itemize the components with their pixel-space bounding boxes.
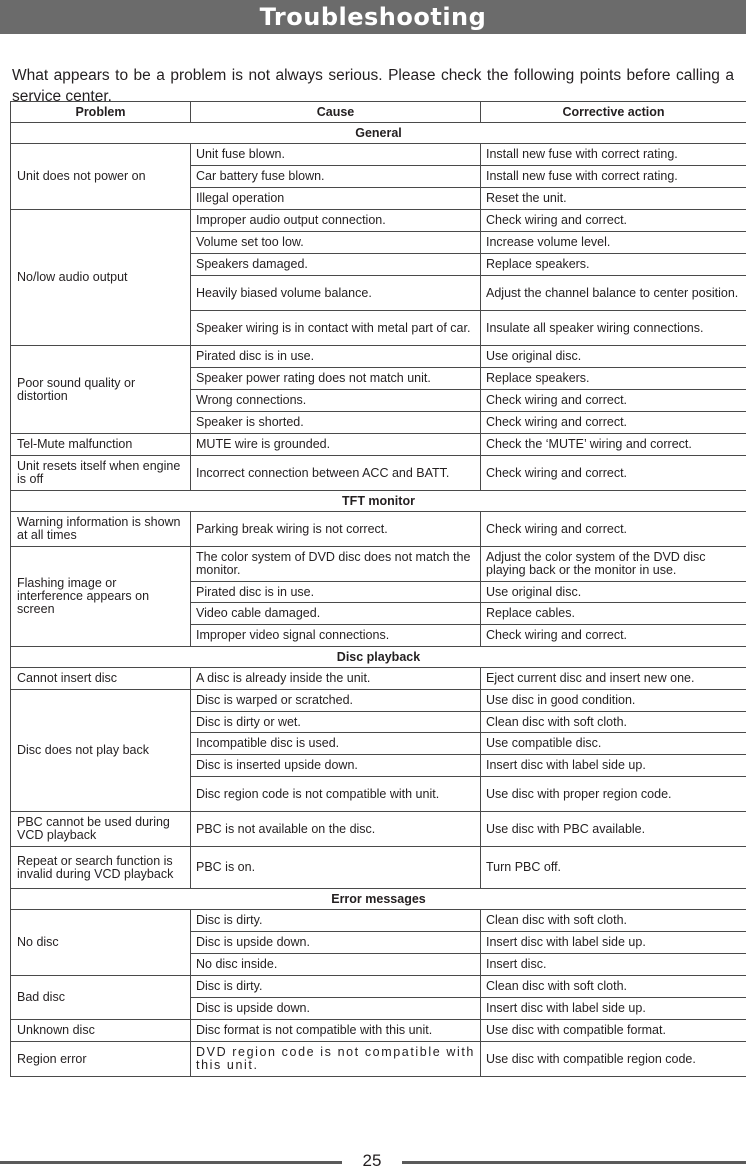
cause-cell: A disc is already inside the unit. <box>191 668 481 690</box>
action-cell: Use disc with compatible region code. <box>481 1042 746 1077</box>
cause-cell: Disc is dirty. <box>191 910 481 932</box>
action-cell: Check wiring and correct. <box>481 210 746 232</box>
table-row <box>11 512 746 547</box>
problem-cell: Warning information is shown at all times <box>11 512 191 547</box>
cause-cell: Disc is dirty. <box>191 976 481 998</box>
problem-cell: Unknown disc <box>11 1020 191 1042</box>
action-cell: Check wiring and correct. <box>481 456 746 491</box>
cause-cell: DVD region code is not compatible with this unit. <box>191 1042 481 1077</box>
cause-cell: Disc is dirty or wet. <box>191 712 481 733</box>
action-cell: Insert disc with label side up. <box>481 998 746 1020</box>
action-cell: Clean disc with soft cloth. <box>481 712 746 733</box>
table-row <box>11 847 746 889</box>
action-cell: Insert disc with label side up. <box>481 932 746 954</box>
intro-paragraph: What appears to be a problem is not always serious. Please check the following points before calling a service center. <box>12 65 734 107</box>
column-header-problem: Problem <box>11 102 191 123</box>
column-header-cause: Cause <box>191 102 481 123</box>
page-number: 25 <box>352 1151 392 1171</box>
problem-cell: Unit does not power on <box>11 144 191 210</box>
section-title-error-messages: Error messages <box>11 889 746 910</box>
action-cell: Clean disc with soft cloth. <box>481 910 746 932</box>
cause-cell: Incorrect connection between ACC and BATT. <box>191 456 481 491</box>
table-row <box>11 434 746 456</box>
action-cell: Use disc with PBC available. <box>481 812 746 847</box>
problem-cell: Repeat or search function is invalid during VCD playback <box>11 847 191 889</box>
action-cell: Eject current disc and insert new one. <box>481 668 746 690</box>
action-cell: Use disc with compatible format. <box>481 1020 746 1042</box>
action-cell: Replace cables. <box>481 603 746 625</box>
cause-cell: Illegal operation <box>191 188 481 210</box>
table-row <box>11 547 746 582</box>
column-header-action: Corrective action <box>481 102 746 123</box>
problem-cell: Tel-Mute malfunction <box>11 434 191 456</box>
cause-cell: Volume set too low. <box>191 232 481 254</box>
cause-cell: Improper video signal connections. <box>191 625 481 647</box>
cause-cell: Disc is warped or scratched. <box>191 690 481 712</box>
cause-cell: Pirated disc is in use. <box>191 346 481 368</box>
problem-cell: Cannot insert disc <box>11 668 191 690</box>
action-cell: Replace speakers. <box>481 368 746 390</box>
action-cell: Reset the unit. <box>481 188 746 210</box>
cause-cell: Car battery fuse blown. <box>191 166 481 188</box>
problem-cell: Flashing image or interference appears on screen <box>11 547 191 647</box>
action-cell: Check wiring and correct. <box>481 412 746 434</box>
cause-cell: Speaker is shorted. <box>191 412 481 434</box>
table-row <box>11 144 746 166</box>
action-cell: Check wiring and correct. <box>481 390 746 412</box>
table-row <box>11 1020 746 1042</box>
action-cell: Check wiring and correct. <box>481 625 746 647</box>
table-row <box>11 1042 746 1077</box>
problem-cell: PBC cannot be used during VCD playback <box>11 812 191 847</box>
section-title-disc-playback: Disc playback <box>11 647 746 668</box>
cause-cell: Parking break wiring is not correct. <box>191 512 481 547</box>
cause-cell: PBC is not available on the disc. <box>191 812 481 847</box>
action-cell: Check the ‘MUTE’ wiring and correct. <box>481 434 746 456</box>
footer-rule-left <box>0 1161 342 1164</box>
action-cell: Clean disc with soft cloth. <box>481 976 746 998</box>
cause-cell: Wrong connections. <box>191 390 481 412</box>
cause-cell: The color system of DVD disc does not match the monitor. <box>191 547 481 582</box>
action-cell: Replace speakers. <box>481 254 746 276</box>
cause-cell: PBC is on. <box>191 847 481 889</box>
cause-cell: Speaker wiring is in contact with metal part of car. <box>191 311 481 346</box>
action-cell: Use compatible disc. <box>481 733 746 755</box>
table-header-row <box>11 102 746 123</box>
action-cell: Increase volume level. <box>481 232 746 254</box>
cause-cell: Speaker power rating does not match unit. <box>191 368 481 390</box>
table-row <box>11 210 746 232</box>
problem-cell: Bad disc <box>11 976 191 1020</box>
action-cell: Use original disc. <box>481 346 746 368</box>
cause-cell: MUTE wire is grounded. <box>191 434 481 456</box>
cause-cell: Video cable damaged. <box>191 603 481 625</box>
action-cell: Insert disc. <box>481 954 746 976</box>
cause-cell: No disc inside. <box>191 954 481 976</box>
action-cell: Insert disc with label side up. <box>481 755 746 777</box>
action-cell: Use disc with proper region code. <box>481 777 746 812</box>
table-row <box>11 812 746 847</box>
cause-cell: Heavily biased volume balance. <box>191 276 481 311</box>
cause-cell: Disc format is not compatible with this unit. <box>191 1020 481 1042</box>
cause-cell: Disc region code is not compatible with unit. <box>191 777 481 812</box>
action-cell: Use disc in good condition. <box>481 690 746 712</box>
problem-cell: Disc does not play back <box>11 690 191 812</box>
table-row <box>11 456 746 491</box>
cause-cell: Improper audio output connection. <box>191 210 481 232</box>
section-title-tft-monitor: TFT monitor <box>11 491 746 512</box>
section-title-general: General <box>11 123 746 144</box>
table-row <box>11 976 746 998</box>
cause-cell: Disc is inserted upside down. <box>191 755 481 777</box>
table-row <box>11 690 746 712</box>
action-cell: Turn PBC off. <box>481 847 746 889</box>
problem-cell: No disc <box>11 910 191 976</box>
action-cell: Adjust the channel balance to center position. <box>481 276 746 311</box>
problem-cell: No/low audio output <box>11 210 191 346</box>
cause-cell: Disc is upside down. <box>191 998 481 1020</box>
action-cell: Install new fuse with correct rating. <box>481 166 746 188</box>
action-cell: Adjust the color system of the DVD disc playing back or the monitor in use. <box>481 547 746 582</box>
page-header-bar <box>0 0 746 34</box>
page-title: Troubleshooting <box>260 3 487 31</box>
cause-cell: Unit fuse blown. <box>191 144 481 166</box>
action-cell: Check wiring and correct. <box>481 512 746 547</box>
table-row <box>11 346 746 368</box>
cause-cell: Pirated disc is in use. <box>191 582 481 603</box>
problem-cell: Unit resets itself when engine is off <box>11 456 191 491</box>
problem-cell: Region error <box>11 1042 191 1077</box>
table-row <box>11 910 746 932</box>
action-cell: Install new fuse with correct rating. <box>481 144 746 166</box>
footer-rule-right <box>402 1161 746 1164</box>
action-cell: Insulate all speaker wiring connections. <box>481 311 746 346</box>
problem-cell: Poor sound quality or distortion <box>11 346 191 434</box>
cause-cell: Speakers damaged. <box>191 254 481 276</box>
action-cell: Use original disc. <box>481 582 746 603</box>
table-row <box>11 668 746 690</box>
troubleshooting-table <box>10 101 746 1077</box>
cause-cell: Incompatible disc is used. <box>191 733 481 755</box>
cause-cell: Disc is upside down. <box>191 932 481 954</box>
